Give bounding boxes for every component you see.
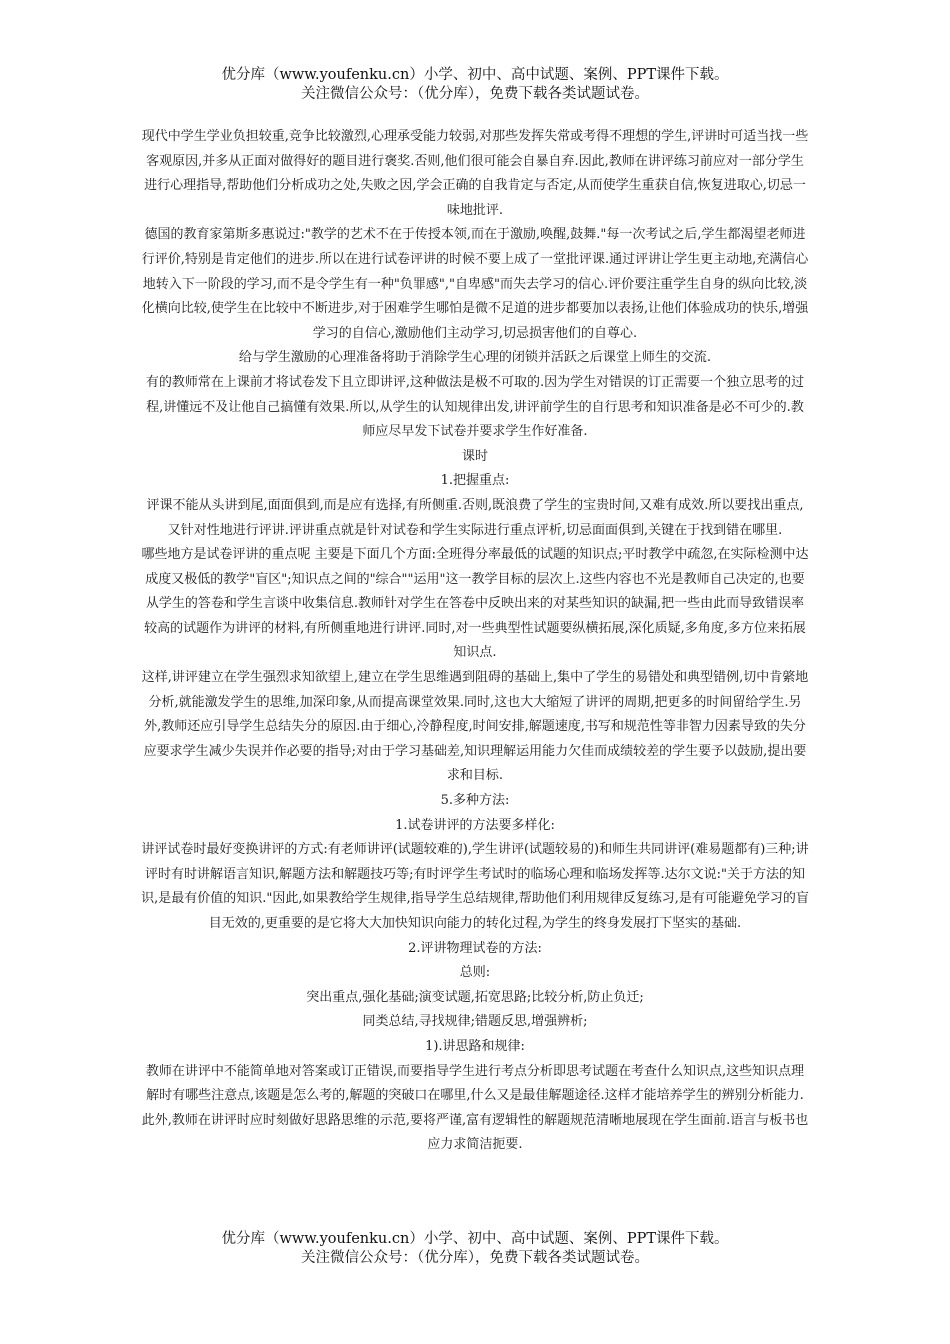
page-footer — [0, 1230, 950, 1268]
paragraph: 哪些地方是试卷评讲的重点呢 主要是下面几个方面:全班得分率最低的试题的知识点;平时教学中疏忽,在实际检测中达成度又极低的教学"盲区";知识点之间的"综合""运用"这一教学目标的层次上.这些内容也不光是教师自己决定的,也要从学生的答卷和学生言谈中收集信息.教师针对学生在答卷中反映出来的对某些知识的缺漏,把一些由此而导致错误率较高的试题作为讲评的材料,有所侧重地进行讲评.同时,对一些典型性试题要纵横拓展,深化质疑,多角度,多方位来拓展知识点. — [141, 547, 809, 661]
principle-line: 同类总结,寻找规律;错题反思,增强辨析; — [362, 1014, 588, 1030]
paragraph: 有的教师常在上课前才将试卷发下且立即讲评,这种做法是极不可取的.因为学生对错误的订正需要一个独立思考的过程,讲懂远不及让他自己搞懂有效果.所以,从学生的认知规律出发,讲评前学生的自行思考和知识准备是必不可少的.教师应尽早发下试卷并要求学生作好准备. — [145, 374, 805, 440]
paragraph: 给与学生激励的心理准备将助于消除学生心理的闭锁并活跃之后课堂上师生的交流. — [238, 350, 712, 366]
paragraph: 这样,讲评建立在学生强烈求知欲望上,建立在学生思维遇到阻碍的基础上,集中了学生的易错处和典型错例,切中肯綮地分析,就能激发学生的思维,加深印象,从而提高课堂效果.同时,这也大大缩短了讲评的周期,把更多的时间留给学生.另外,教师还应引导学生总结失分的原因.由于细心,冷静程度,时间安排,解题速度,书写和规范性等非智力因素导致的失分应要求学生减少失误并作必要的指导;对由于学习基础差,知识理解运用能力欠佳而成绩较差的学生要予以鼓励,提出要求和目标. — [141, 670, 809, 784]
principle-line: 突出重点,强化基础;演变试题,拓宽思路;比较分析,防止负迁; — [306, 989, 644, 1005]
paragraph: 教师在讲评中不能简单地对答案或订正错误,而要指导学生进行考点分析即思考试题在考查什么知识点,这些知识点理解时有哪些注意点,该题是怎么考的,解题的突破口在哪里,什么又是最佳解题途径.这样才能培养学生的辨别分析能力.此外,教师在讲评时应时刻做好思路思维的示范,要将严谨,富有逻辑性的解题规范清晰地展现在学生面前.语言与板书也应力求简洁扼要. — [141, 1063, 809, 1153]
section-heading: 5.多种方法: — [440, 793, 510, 809]
paragraph: 讲评试卷时最好变换讲评的方式:有老师讲评(试题较难的),学生讲评(试题较易的)和师生共同讲评(难易题都有)三种;讲评时有时讲解语言知识,解题方法和解题技巧等;有时评学生考试时的临场心理和临场发挥等.达尔文说:"关于方法的知识,是最有价值的知识."因此,如果教给学生规律,指导学生总结规律,帮助他们利用规律反复练习,是有可能避免学习的盲目无效的,更重要的是它将大大加快知识向能力的转化过程,为学生的终身发展打下坚实的基础. — [141, 842, 809, 931]
footer-line-2: 关注微信公众号：（优分库），免费下载各类试题试卷。 — [301, 1250, 649, 1266]
page-header — [0, 66, 950, 104]
section-heading: 1).讲思路和规律: — [425, 1038, 525, 1054]
header-line-1: 优分库（www.youfenku.cn）小学、初中、高中试题、案例、PPT课件下载。 — [221, 67, 729, 83]
section-heading: 1.把握重点: — [440, 473, 510, 489]
paragraph: 现代中学生学业负担较重,竞争比较激烈,心理承受能力较弱,对那些发挥失常或考得不理想的学生,评讲时可适当找一些客观原因,并多从正面对做得好的题目进行褒奖.否则,他们很可能会自暴自弃.因此,教师在讲评练习前应对一部分学生进行心理指导,帮助他们分析成功之处,失败之因,学会正确的自我肯定与否定,从而使学生重获自信,恢复进取心,切忌一味地批评. — [141, 129, 809, 218]
section-heading: 课时 — [461, 448, 488, 464]
section-heading: 2.评讲物理试卷的方法: — [408, 940, 542, 956]
header-line-2: 关注微信公众号：（优分库），免费下载各类试题试卷。 — [301, 86, 649, 102]
section-heading: 1.试卷讲评的方法要多样化: — [395, 817, 555, 833]
document-body — [140, 125, 810, 1158]
paragraph: 德国的教育家第斯多惠说过:"教学的艺术不在于传授本领,而在于激励,唤醒,鼓舞."每一次考试之后,学生都渴望老师进行评价,特别是肯定他们的进步.所以在进行试卷评讲的时候不要上成了一堂批评课.通过评讲让学生更主动地,充满信心地转入下一阶段的学习,而不是令学生有一种"负罪感","自卑感"而失去学习的信心.评价要注重学生自身的纵向比较,淡化横向比较,使学生在比较中不断进步,对于困难学生哪怕是微不足道的进步都要加以表扬,让他们体验成功的快乐,增强学习的自信心,激励他们主动学习,切忌损害他们的自尊心. — [141, 227, 809, 341]
paragraph: 评课不能从头讲到尾,面面俱到,而是应有选择,有所侧重.否则,既浪费了学生的宝贵时间,又难有成效.所以要找出重点,又针对性地进行评讲.评讲重点就是针对试卷和学生实际进行重点评析,切忌面面俱到,关键在于找到错在哪里. — [146, 497, 804, 538]
footer-line-1: 优分库（www.youfenku.cn）小学、初中、高中试题、案例、PPT课件下载。 — [221, 1231, 729, 1247]
section-heading: 总则: — [459, 965, 491, 981]
